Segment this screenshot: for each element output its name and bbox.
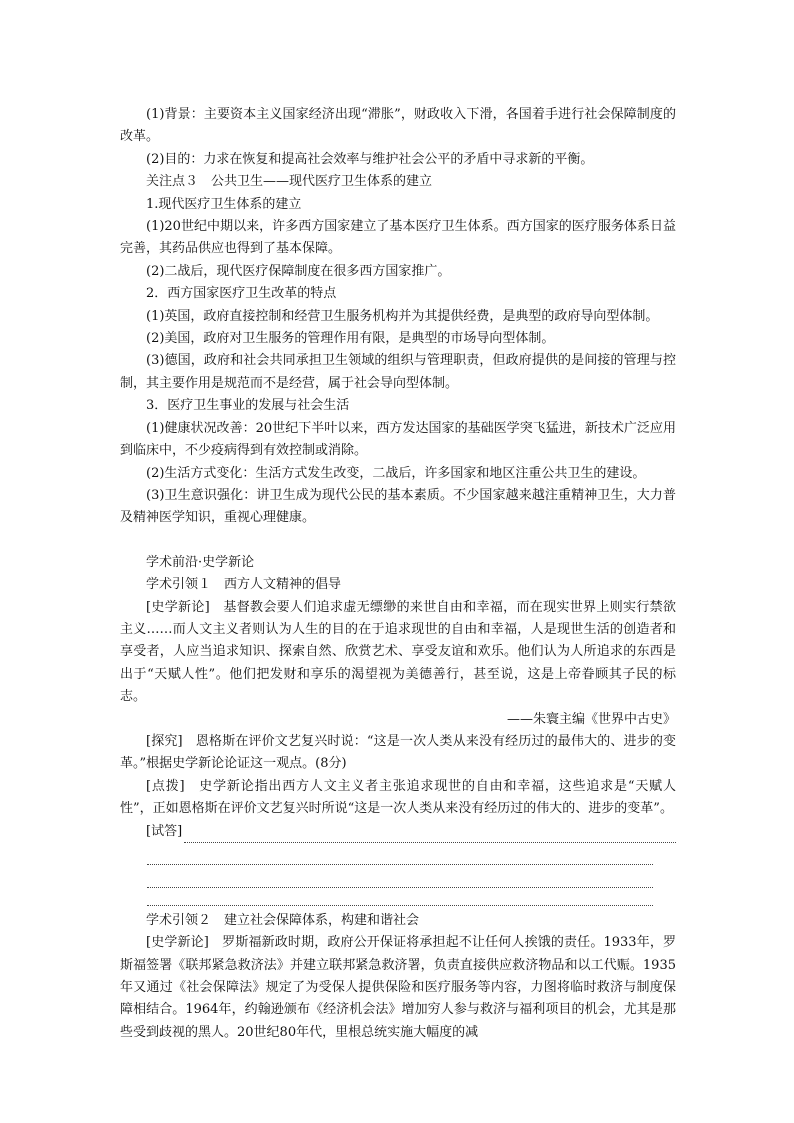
paragraph: (3)德国，政府和社会共同承担卫生领域的组织与管理职责，但政府提供的是间接的管理与控制，其主要作用是规范而不是经营，属于社会导向型体制。	[120, 353, 676, 391]
answer-line[interactable]	[147, 865, 653, 887]
paragraph: (2)二战后，现代医疗保障制度在很多西方国家推广。	[146, 263, 451, 279]
paragraph: (2)生活方式变化：生活方式发生改变，二战后，许多国家和地区注重公共卫生的建设。	[146, 465, 646, 481]
subheading: 1.现代医疗卫生体系的建立	[146, 196, 302, 212]
answer-area[interactable]	[120, 821, 676, 843]
paragraph: (1)20世纪中期以来，许多西方国家建立了基本医疗卫生体系。西方国家的医疗服务体系日益完善，其药品供应也得到了基本保障。	[120, 219, 676, 257]
lead1-source: ——朱寰主编《世界中古史》	[506, 711, 676, 727]
lead2-body: [史学新论] 罗斯福新政时期，政府公开保证将承担起不让任何人挨饿的责任。1933年，罗斯福签署《联邦紧急救济法》并建立联邦紧急救济署，负责直接供应救济物品和以工代赈。1935年又通过《社会保障法》规定了为受保人提供保险和医疗服务等内容，力图将临时救济与制度保障相结合。1964年，约翰逊颁布《经济机会法》增加穷人参与救济与福利项目的机会，尤其是那些受到歧视的黑人。20世纪80年代，里根总统实施大幅度的减	[120, 935, 676, 1040]
answer-line[interactable]	[147, 888, 653, 906]
section-title: 学术前沿·史学新论	[146, 554, 255, 570]
answer-line[interactable]	[147, 843, 653, 865]
subheading: 3．医疗卫生事业的发展与社会生活	[146, 398, 350, 414]
answer-label: [试答]	[146, 823, 183, 839]
paragraph: (3)卫生意识强化：讲卫生成为现代公民的基本素质。不少国家越来越注重精神卫生，大力普及精神医学知识，重视心理健康。	[120, 487, 676, 526]
paragraph: (1)英国，政府直接控制和经营卫生服务机构并为其提供经费，是典型的政府导向型体制。	[146, 308, 659, 324]
paragraph: (1)健康状况改善：20世纪下半叶以来，西方发达国家的基础医学突飞猛进，新技术广泛应用到临床中，不少疫病得到有效控制或消除。	[120, 420, 676, 459]
lead1-body: [史学新论] 基督教会要人们追求虚无缥缈的来世自由和幸福，而在现实世界上则实行禁欲主义……而人文主义者则认为人生的目的在于追求现世的自由和幸福，人是现世生活的创造者和享受者，人应当追求知识、探索自然、欣赏艺术、享受友谊和欢乐。他们认为人所追求的东西是出于“天赋人性”。他们把发财和享乐的渴望视为美德善行，甚至说，这是上帝眷顾其子民的标志。	[120, 599, 676, 705]
heading: 关注点３ 公共卫生——现代医疗卫生体系的建立	[146, 174, 433, 190]
document-page	[120, 104, 676, 1044]
paragraph: (2)目的：力求在恢复和提高社会效率与维护社会公平的矛盾中寻求新的平衡。	[146, 151, 594, 167]
paragraph: (1)背景：主要资本主义国家经济出现“滞胀”，财政收入下滑，各国着手进行社会保障制度的改革。	[120, 107, 676, 145]
answer-line-first[interactable]	[184, 830, 676, 843]
lead1-hint: [点拨] 史学新论指出西方人文主义者主张追求现世的自由和幸福，这些追求是“天赋人性”，正如恩格斯在评价文艺复兴时所说“这是一次人类从来没有经历过的伟大的、进步的变革”。	[120, 778, 676, 817]
lead1-title: 学术引领１ 西方人文精神的倡导	[146, 577, 342, 593]
lead2-title: 学术引领２ 建立社会保障体系，构建和谐社会	[146, 912, 420, 928]
lead1-explore: [探究] 恩格斯在评价文艺复兴时说：“这是一次人类从来没有经历过的最伟大的、进步的变革。”根据史学新论论证这一观点。(8分)	[120, 733, 676, 772]
subheading: 2．西方国家医疗卫生改革的特点	[146, 286, 337, 302]
paragraph: (2)美国，政府对卫生服务的管理作用有限，是典型的市场导向型体制。	[146, 331, 555, 347]
